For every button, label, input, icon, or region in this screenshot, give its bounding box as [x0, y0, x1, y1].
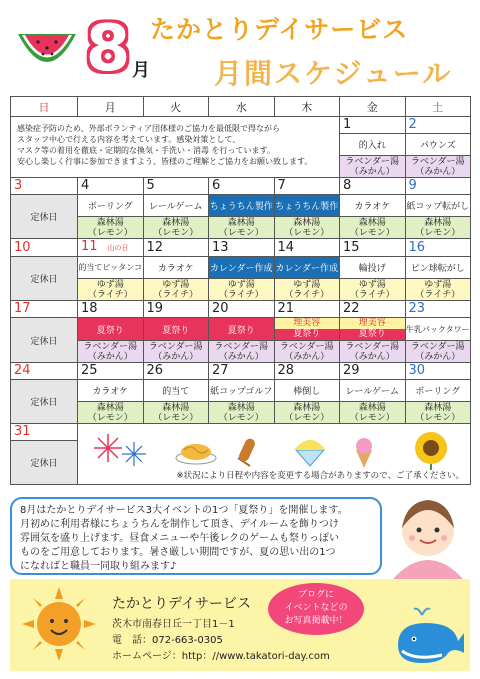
bath-cell: ゆず湯 （ライチ） — [274, 279, 340, 301]
shaved-ice-icon — [294, 440, 326, 466]
day-number: 12 — [143, 239, 209, 257]
bath-cell: 森林湯 （レモン） — [405, 217, 471, 239]
phone-number: 電 話：072-663-0305 — [112, 635, 223, 646]
bath-cell: ラベンダー湯 （みかん） — [143, 341, 209, 363]
activity-cell: レールゲーム — [143, 195, 209, 217]
activity-cell: 夏祭り — [78, 318, 144, 341]
ice-cream-icon — [356, 438, 372, 468]
weekday-wed: 水 — [209, 97, 275, 117]
activity-cell: パウンズ — [405, 134, 471, 156]
blog-bubble: ブログに イベントなどの お写真掲載中！ — [268, 583, 364, 635]
whale-icon — [392, 601, 466, 667]
day-number: 17 — [11, 301, 78, 318]
day-number: 1 — [340, 117, 406, 134]
activity-cell: レールゲーム — [340, 380, 406, 402]
bath-cell: ゆず湯 （ライチ） — [143, 279, 209, 301]
day-number: 5 — [143, 178, 209, 195]
staff-illustration-icon — [382, 490, 474, 580]
activity-cell: ピン球転がし — [405, 257, 471, 279]
activity-cell-split: 理美容 夏祭り — [340, 318, 406, 341]
activity-cell: ボーリング — [405, 380, 471, 402]
corn-dog-icon — [237, 437, 256, 466]
day-number: 23 — [405, 301, 471, 318]
day-number: 31 — [11, 424, 78, 441]
day-number: 24 — [11, 363, 78, 380]
activity-cell: ボーリング — [78, 195, 144, 217]
activity-cell: カラオケ — [340, 195, 406, 217]
bath-cell: ゆず湯 （ライチ） — [78, 279, 144, 301]
day-number: 26 — [143, 363, 209, 380]
page-subtitle: 月間スケジュール — [214, 57, 453, 90]
weekday-tue: 火 — [143, 97, 209, 117]
bath-cell: 森林湯 （レモン） — [340, 402, 406, 424]
day-number: 22 — [340, 301, 406, 318]
day-number: 19 — [143, 301, 209, 318]
activity-cell-split: 理美容 夏祭り — [274, 318, 340, 341]
calendar-table — [10, 96, 471, 485]
bath-cell: 森林湯 （レモン） — [209, 217, 275, 239]
footer — [10, 579, 470, 671]
yakisoba-icon — [176, 444, 216, 464]
weekday-fri: 金 — [340, 97, 406, 117]
activity-cell: 的当て — [143, 380, 209, 402]
bath-cell: 森林湯 （レモン） — [209, 402, 275, 424]
activity-cell: 紙コップ転がし — [405, 195, 471, 217]
activity-cell: 的入れ — [340, 134, 406, 156]
header — [0, 0, 480, 92]
bath-cell: 森林湯 （レモン） — [78, 402, 144, 424]
bath-cell: ゆず湯 （ライチ） — [209, 279, 275, 301]
day-number: 25 — [78, 363, 144, 380]
day-number-holiday: 11 山の日 — [78, 239, 144, 257]
sunflower-icon — [415, 432, 447, 470]
day-number: 3 — [11, 178, 78, 195]
closed-day-cell: 定休日 — [11, 195, 78, 239]
activity-cell: 輪投げ — [340, 257, 406, 279]
closed-day-cell: 定休日 — [11, 257, 78, 301]
activity-cell: カラオケ — [78, 380, 144, 402]
activity-cell: 夏祭り — [209, 318, 275, 341]
day-number: 15 — [340, 239, 406, 257]
page-title: たかとりデイサービス — [150, 15, 409, 44]
closed-day-cell: 定休日 — [11, 318, 78, 363]
bath-cell: ラベンダー湯 （みかん） — [340, 156, 406, 178]
bath-cell: 森林湯 （レモン） — [405, 402, 471, 424]
bath-cell: ゆず湯 （ライチ） — [340, 279, 406, 301]
bath-cell: 森林湯 （レモン） — [274, 217, 340, 239]
day-number: 29 — [340, 363, 406, 380]
closed-day-cell: 定休日 — [11, 380, 78, 424]
bath-cell: 森林湯 （レモン） — [143, 217, 209, 239]
month-number: 8 — [85, 12, 131, 86]
day-number: 2 — [405, 117, 471, 134]
message-box: 8月はたかとりデイサービス3大イベントの1つ「夏祭り」を開催します。 月初めに利用者様にちょうちんを制作して頂き、デイルームを飾りつけ 雰囲気を盛り上げます。昼食メニューや午後レクのゲームも祭りっぽい ものをご用意しております。暑さ厳しい期間ですが、夏の思い出の1つ になればと職員一同取り組みます♪ — [10, 497, 382, 575]
sun-icon — [22, 587, 96, 661]
bath-cell: ゆず湯 （ライチ） — [405, 279, 471, 301]
month-suffix: 月 — [132, 60, 150, 81]
holiday-name: 山の日 — [107, 244, 129, 252]
weekday-sat: 土 — [405, 97, 471, 117]
activity-cell: 夏祭り — [143, 318, 209, 341]
day-number: 30 — [405, 363, 471, 380]
bath-cell: 森林湯 （レモン） — [274, 402, 340, 424]
bath-cell: ラベンダー湯 （みかん） — [209, 341, 275, 363]
activity-cell: 的当てビッタンコ — [78, 257, 144, 279]
bath-cell: ラベンダー湯 （みかん） — [78, 341, 144, 363]
day-number: 10 — [11, 239, 78, 257]
day-number: 8 — [340, 178, 406, 195]
day-number: 14 — [274, 239, 340, 257]
activity-cell: 牛乳パックタワー — [405, 318, 471, 341]
bath-cell: ラベンダー湯 （みかん） — [405, 341, 471, 363]
activity-cell: ちょうちん製作 — [209, 195, 275, 217]
bath-cell: 森林湯 （レモン） — [340, 217, 406, 239]
day-number: 27 — [209, 363, 275, 380]
bath-cell: 森林湯 （レモン） — [78, 217, 144, 239]
day-number: 4 — [78, 178, 144, 195]
decoration-area — [78, 424, 471, 485]
activity-cell: ちょうちん製作 — [274, 195, 340, 217]
notice-text: 感染症予防のため、外部ボランティア団体様のご協力を最低限で得ながら スタッフ中心で行える内容を考えています。感染対策として、 マスク等の着用を徹底・定期的な換気・手洗い・消毒 を行っています。 安心し楽しく行事に参加できますよう、皆様のご理解とご協力をお願い致します。 — [11, 117, 340, 178]
weekday-mon: 月 — [78, 97, 144, 117]
weekday-header-row — [11, 97, 471, 117]
bath-cell: ラベンダー湯 （みかん） — [405, 156, 471, 178]
watermelon-icon — [16, 30, 78, 70]
weekday-sun: 日 — [11, 97, 78, 117]
day-number: 28 — [274, 363, 340, 380]
day-number: 6 — [209, 178, 275, 195]
day-number: 7 — [274, 178, 340, 195]
schedule-change-note: ※状況により日程や内容を変更する場合がありますので、ご了承ください。 — [176, 471, 464, 481]
company-name: たかとりデイサービス — [112, 596, 252, 612]
bath-cell: ラベンダー湯 （みかん） — [340, 341, 406, 363]
closed-day-cell: 定休日 — [11, 441, 78, 485]
website-link[interactable]: ホームページ：http：//www.takatori-day.com — [112, 651, 330, 662]
day-number: 21 — [274, 301, 340, 318]
activity-cell: 棒倒し — [274, 380, 340, 402]
address: 茨木市南春日丘一丁目1－1 — [112, 619, 235, 630]
firework-icon — [94, 434, 146, 466]
day-number: 16 — [405, 239, 471, 257]
bath-cell: ラベンダー湯 （みかん） — [274, 341, 340, 363]
bath-cell: 森林湯 （レモン） — [143, 402, 209, 424]
activity-cell: 紙コップゴルフ — [209, 380, 275, 402]
day-number: 9 — [405, 178, 471, 195]
day-number: 20 — [209, 301, 275, 318]
weekday-thu: 木 — [274, 97, 340, 117]
activity-cell: カラオケ — [143, 257, 209, 279]
activity-cell: カレンダー作成 — [274, 257, 340, 279]
day-number: 13 — [209, 239, 275, 257]
day-number: 18 — [78, 301, 144, 318]
activity-cell: カレンダー作成 — [209, 257, 275, 279]
summer-icons — [86, 430, 466, 470]
